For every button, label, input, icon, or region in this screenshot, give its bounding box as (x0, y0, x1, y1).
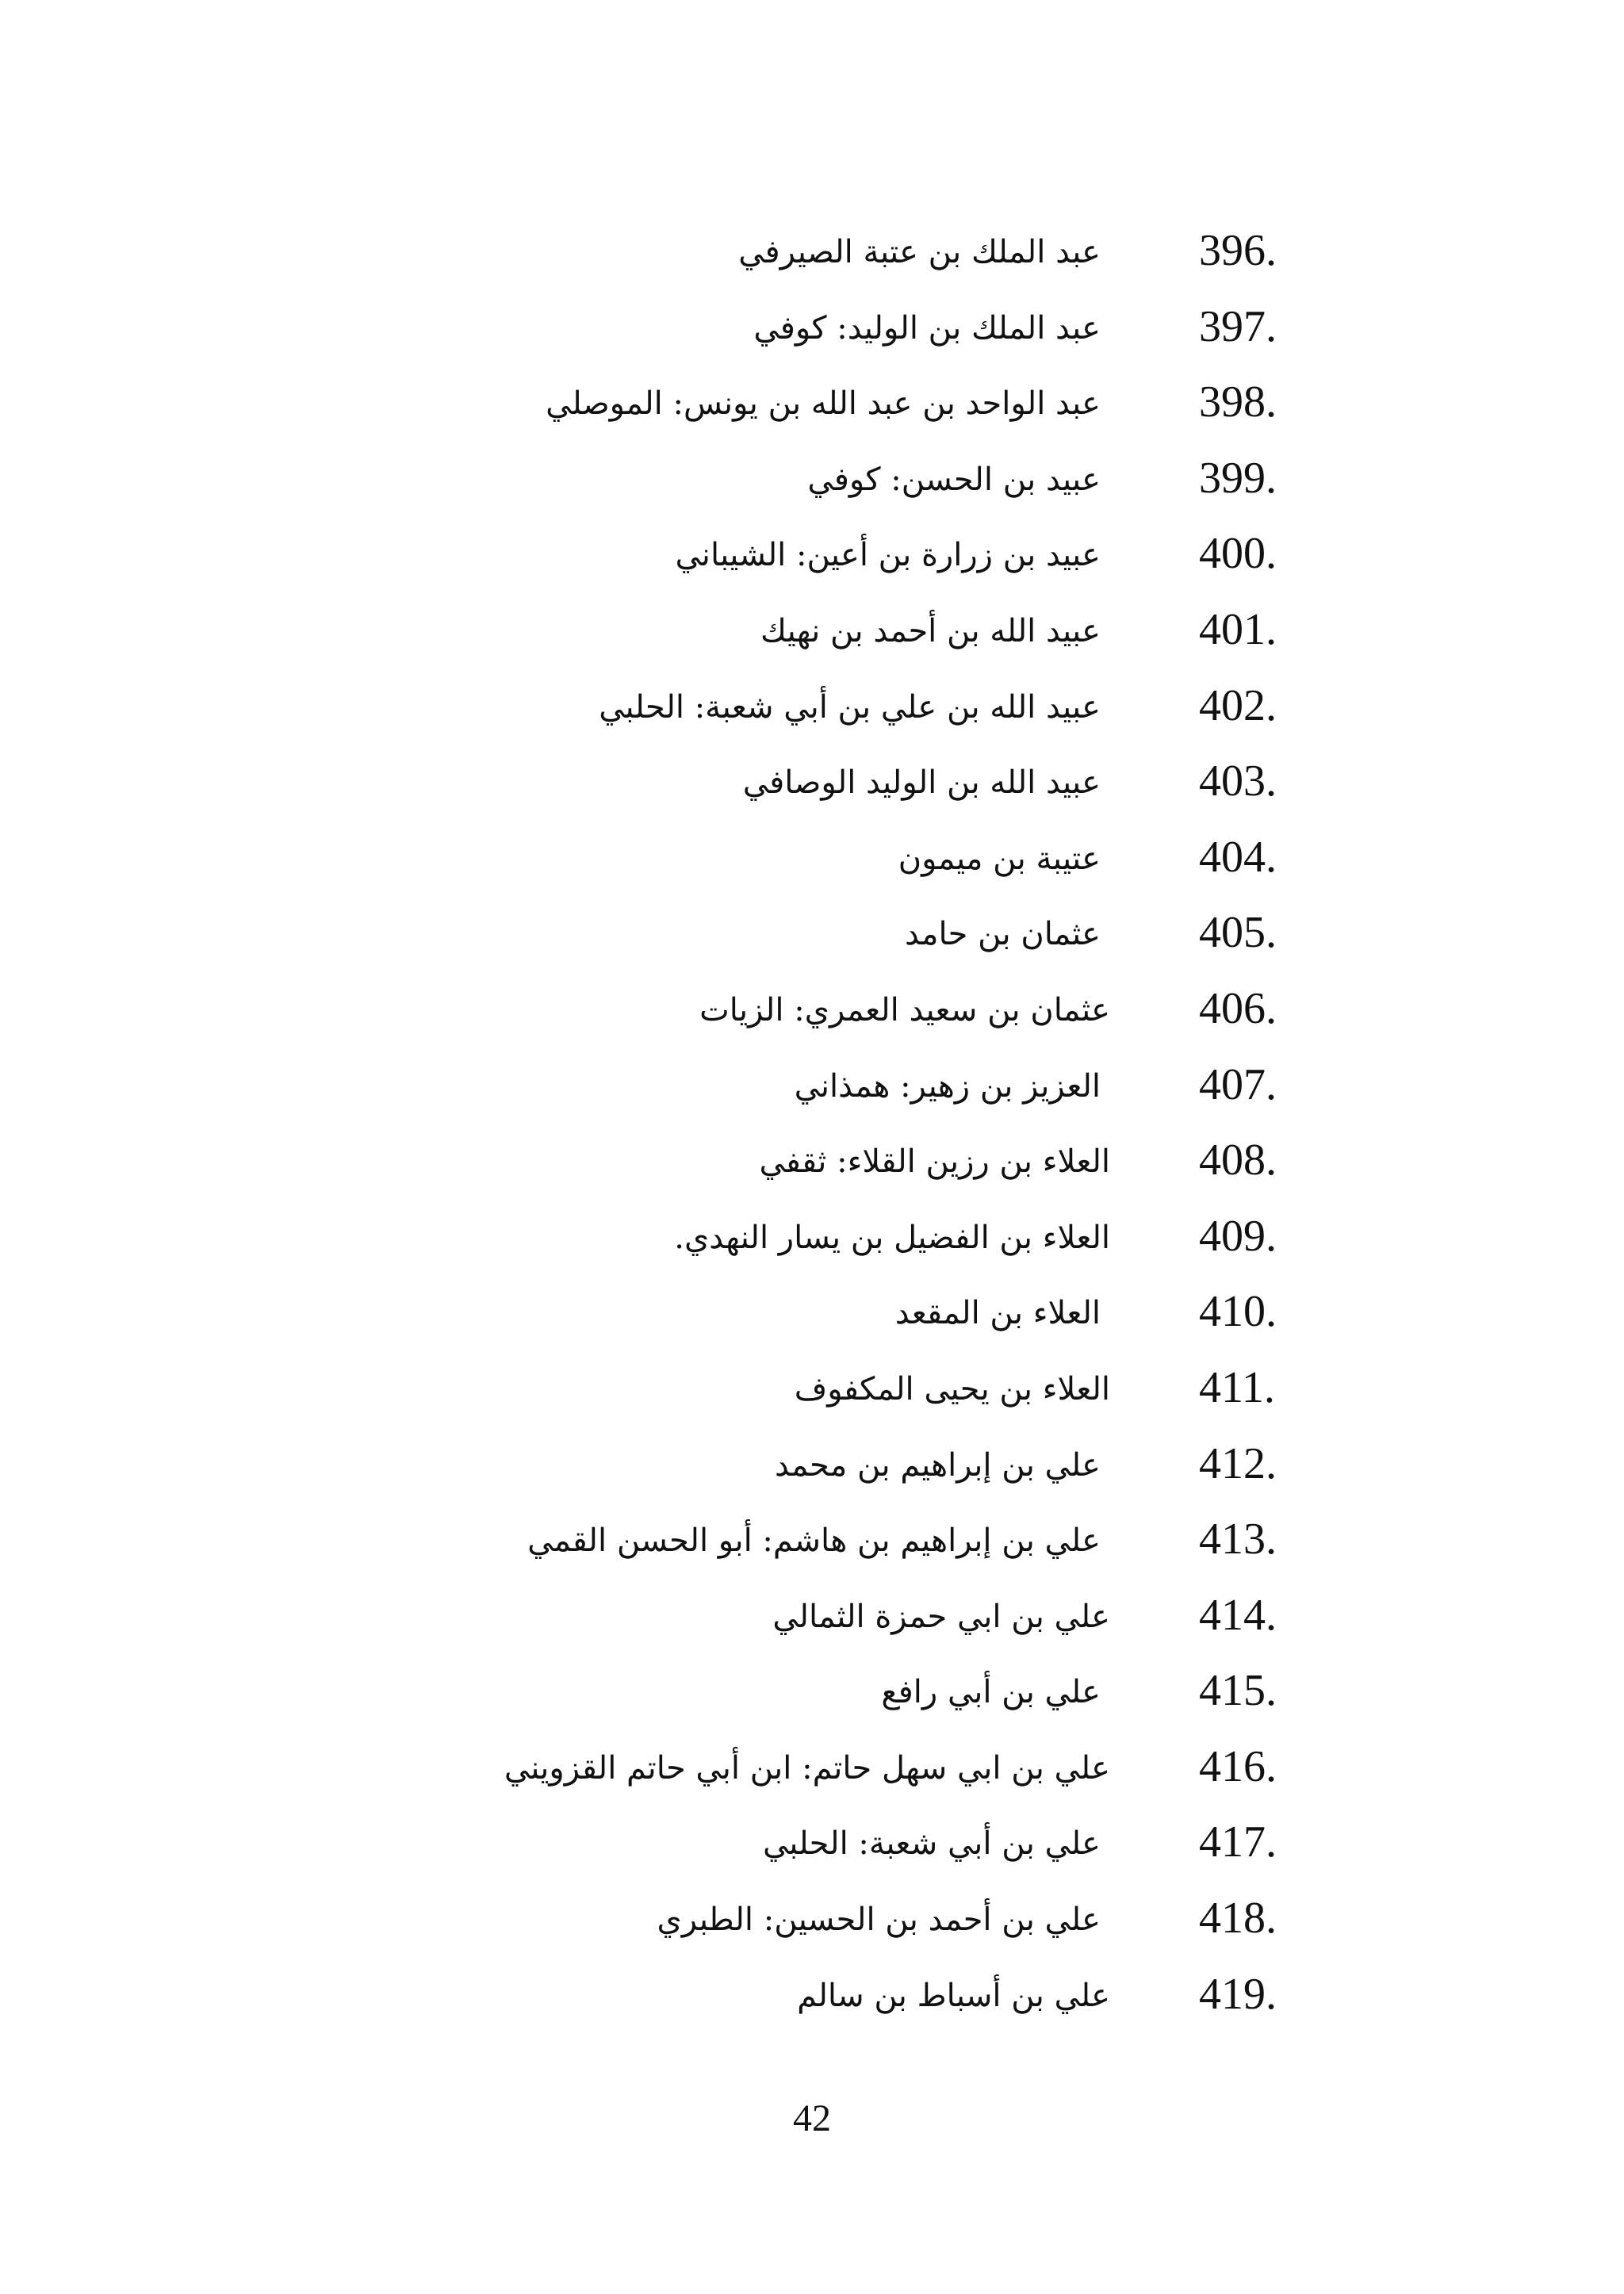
entry-number: 413. (1199, 1515, 1277, 1564)
entry-number: 409. (1199, 1211, 1277, 1261)
entry-name: العزيز بن زهير: همذاني (794, 1067, 1101, 1105)
entry-number: 404. (1199, 832, 1277, 882)
entry-number: 406. (1199, 983, 1277, 1033)
entry-name: عبيد بن الحسن: كوفي (807, 461, 1101, 498)
entry-number: 417. (1199, 1817, 1277, 1867)
entry-number: 405. (1199, 908, 1277, 958)
list-item (0, 1587, 1624, 1663)
entry-name: عبد الملك بن الوليد: كوفي (753, 309, 1101, 347)
entry-name: العلاء بن الفضيل بن يسار النهدي. (674, 1219, 1110, 1256)
entry-name: علي بن أسباط بن سالم (797, 1977, 1110, 2014)
list-item (0, 1813, 1624, 1890)
entry-name: علي بن إبراهيم بن محمد (774, 1446, 1101, 1484)
entry-name: علي بن ابي سهل حاتم: ابن أبي حاتم القزويني (504, 1749, 1110, 1787)
entry-name: عبيد الله بن أحمد بن نهيك (760, 612, 1101, 649)
list-item (0, 677, 1624, 753)
entry-number: 397. (1199, 301, 1277, 351)
entry-number: 414. (1199, 1590, 1277, 1640)
entry-number: 400. (1199, 529, 1277, 579)
list-item (0, 829, 1624, 905)
list-item (0, 601, 1624, 677)
entry-name: عتيبة بن ميمون (898, 840, 1101, 877)
entry-number: 416. (1199, 1741, 1277, 1791)
narrator-list (0, 222, 1624, 2041)
list-item (0, 298, 1624, 374)
entry-name: علي بن أحمد بن الحسين: الطبري (657, 1901, 1101, 1939)
list-item (0, 753, 1624, 829)
list-item (0, 1435, 1624, 1511)
entry-name: عبد الملك بن عتبة الصيرفي (738, 234, 1101, 270)
entry-number: 396. (1199, 226, 1277, 275)
entry-number: 407. (1199, 1059, 1277, 1109)
entry-name: علي بن ابي حمزة الثمالي (772, 1598, 1110, 1635)
entry-number: 419. (1199, 1969, 1277, 2019)
list-item (0, 1132, 1624, 1208)
list-item (0, 1890, 1624, 1966)
list-item (0, 1662, 1624, 1738)
entry-name: العلاء بن المقعد (894, 1295, 1101, 1332)
entry-number: 410. (1199, 1287, 1277, 1337)
list-item (0, 980, 1624, 1056)
page-number: 42 (793, 2097, 831, 2139)
list-item (0, 525, 1624, 601)
entry-name: عبيد الله بن الوليد الوصافي (742, 764, 1101, 802)
entry-name: عثمان بن سعيد العمري: الزيات (699, 991, 1110, 1028)
list-item (0, 1283, 1624, 1359)
entry-name: عبيد بن زرارة بن أعين: الشيباني (675, 537, 1101, 574)
entry-number: 402. (1199, 680, 1277, 730)
list-item (0, 1966, 1624, 2042)
entry-name: العلاء بن يحيى المكفوف (794, 1370, 1110, 1407)
list-item (0, 1738, 1624, 1814)
entry-name: العلاء بن رزين القلاء: ثقفي (759, 1143, 1110, 1181)
list-item (0, 1208, 1624, 1284)
entry-name: عثمان بن حامد (905, 916, 1101, 953)
entry-number: 412. (1199, 1438, 1277, 1488)
entry-name: علي بن أبي رافع (881, 1674, 1101, 1711)
list-item (0, 222, 1624, 298)
list-item (0, 1359, 1624, 1435)
entry-number: 399. (1199, 453, 1277, 503)
entry-name: عبيد الله بن علي بن أبي شعبة: الحلبي (599, 688, 1101, 726)
entry-name: عبد الواحد بن عبد الله بن يونس: الموصلي (546, 385, 1101, 423)
list-item (0, 1511, 1624, 1587)
entry-number: 403. (1199, 756, 1277, 806)
entry-number: 418. (1199, 1894, 1277, 1944)
list-item (0, 450, 1624, 526)
entry-number: 398. (1199, 377, 1277, 427)
list-item (0, 373, 1624, 450)
entry-name: علي بن أبي شعبة: الحلبي (762, 1825, 1101, 1863)
list-item (0, 904, 1624, 980)
entry-number: 401. (1199, 604, 1277, 654)
list-item (0, 1056, 1624, 1132)
entry-number: 415. (1199, 1666, 1277, 1716)
entry-number: 408. (1199, 1136, 1277, 1185)
entry-number: 411. (1199, 1362, 1275, 1412)
entry-name: علي بن إبراهيم بن هاشم: أبو الحسن القمي (527, 1522, 1101, 1560)
